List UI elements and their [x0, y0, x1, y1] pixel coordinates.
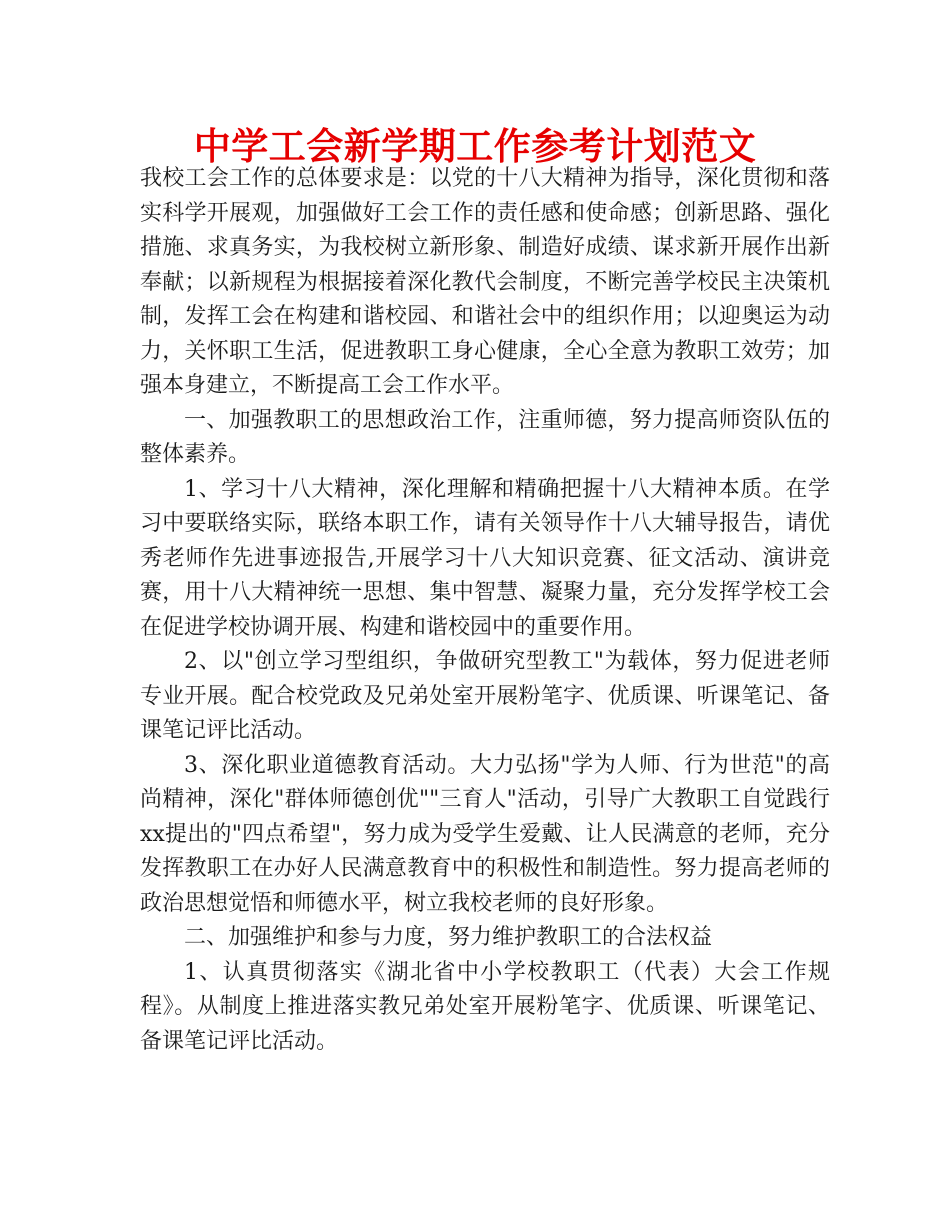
document-title: 中学工会新学期工作参考计划范文	[193, 125, 757, 168]
paragraph-item-1-2: 2、以"创立学习型组织，争做研究型教工"为载体，努力促进老师专业开展。配合校党政及兄弟处室开展粉笔字、优质课、听课笔记、备课笔记评比活动。	[140, 649, 830, 743]
paragraph-item-1-3: 3、深化职业道德教育活动。大力弘扬"学为人师、行为世范"的高尚精神，深化"群体师德创优""三育人"活动，引导广大教职工自觉践行xx提出的"四点希望"，努力成为受学生爱戴、让人民满意的老师，充分发挥教职工在办好人民满意教育中的积极性和制造性。努力提高老师的政治思想觉悟和师德水平，树立我校老师的良好形象。	[140, 752, 830, 916]
paragraph-item-2-1: 1、认真贯彻落实《湖北省中小学校教职工（代表）大会工作规程》。从制度上推进落实教兄弟处室开展粉笔字、优质课、听课笔记、备课笔记评比活动。	[140, 959, 830, 1054]
paragraph-section-1: 一、加强教职工的思想政治工作，注重师德，努力提高师资队伍的整体素养。	[140, 407, 830, 467]
paragraph-intro: 我校工会工作的总体要求是：以党的十八大精神为指导，深化贯彻和落实科学开展观，加强做好工会工作的责任感和使命感；创新思路、强化措施、求真务实，为我校树立新形象、制造好成绩、谋求新开展作出新奉献；以新规程为根据接着深化教代会制度，不断完善学校民主决策机制，发挥工会在构建和谐校园、和谐社会中的组织作用；以迎奥运为动力，关怀职工生活，促进教职工身心健康，全心全意为教职工效劳；加强本身建立，不断提高工会工作水平。	[140, 166, 830, 398]
paragraph-item-1-1: 1、学习十八大精神，深化理解和精确把握十八大精神本质。在学习中要联络实际，联络本职工作，请有关领导作十八大辅导报告，请优秀老师作先进事迹报告,开展学习十八大知识竞赛、征文活动、演讲竞赛，用十八大精神统一思想、集中智慧、凝聚力量，充分发挥学校工会在促进学校协调开展、构建和谐校园中的重要作用。	[140, 476, 830, 640]
document-body	[140, 162, 830, 1059]
paragraph-section-2: 二、加强维护和参与力度，努力维护教职工的合法权益	[184, 925, 713, 950]
